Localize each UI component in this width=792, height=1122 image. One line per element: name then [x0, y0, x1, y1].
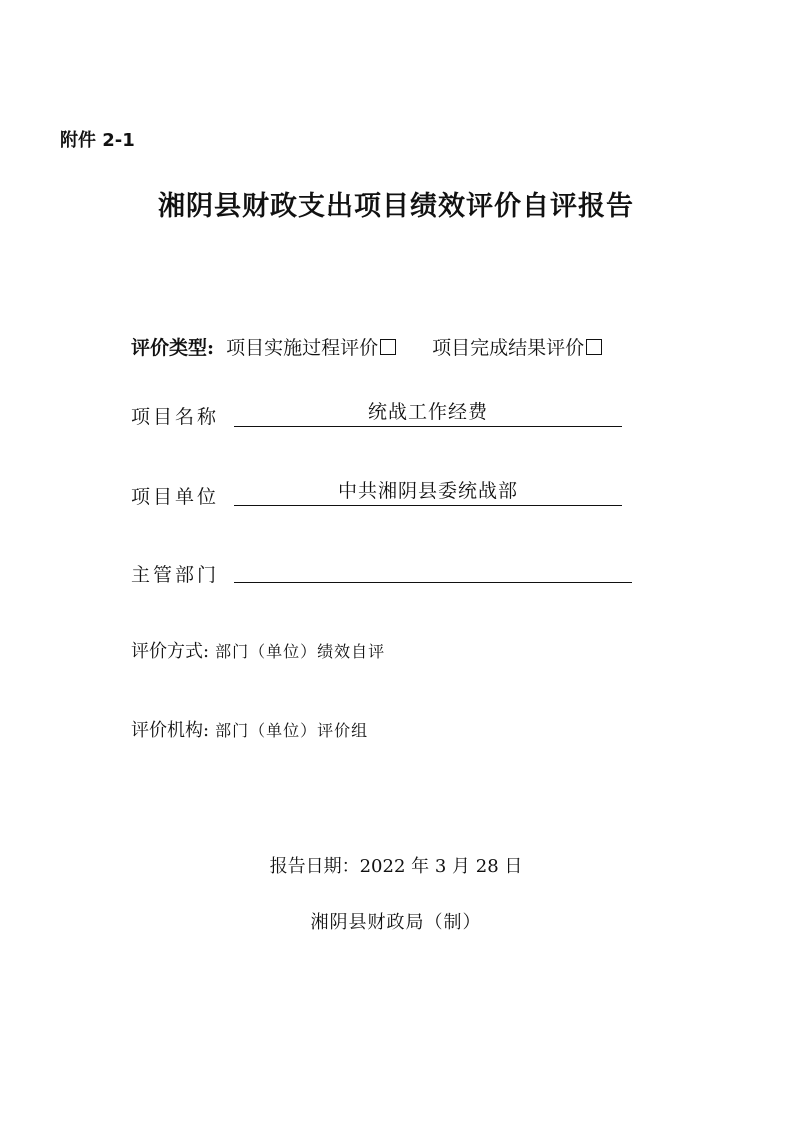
evaluation-org-label: 评价机构:	[131, 720, 210, 741]
evaluation-org-value: 部门（单位）评价组	[215, 721, 369, 740]
evaluation-method-row	[131, 637, 385, 663]
report-date: 报告日期：2022 年 3 月 28 日	[269, 856, 523, 877]
option-result-checkbox[interactable]	[586, 339, 602, 355]
evaluation-type-label: 评价类型:	[131, 337, 215, 359]
evaluation-method-value: 部门（单位）绩效自评	[215, 642, 386, 661]
attachment-label: 附件 2-1	[60, 130, 135, 151]
option-result-label: 项目完成结果评价	[432, 337, 585, 359]
supervising-dept-field[interactable]	[234, 556, 632, 583]
option-process-label: 项目实施过程评价	[226, 337, 379, 359]
evaluation-org-row	[131, 716, 368, 742]
project-unit-label: 项目单位	[131, 486, 220, 508]
project-unit-field[interactable]: 中共湘阴县委统战部	[234, 479, 622, 506]
evaluation-method-label: 评价方式:	[131, 641, 210, 662]
page-title: 湘阴县财政支出项目绩效评价自评报告	[158, 191, 634, 222]
evaluation-type-row	[131, 333, 602, 360]
supervising-dept-label: 主管部门	[131, 564, 220, 586]
option-process-checkbox[interactable]	[380, 339, 396, 355]
issuer: 湘阴县财政局（制）	[310, 912, 482, 933]
project-name-label: 项目名称	[131, 406, 220, 428]
project-name-field[interactable]: 统战工作经费	[234, 400, 622, 427]
